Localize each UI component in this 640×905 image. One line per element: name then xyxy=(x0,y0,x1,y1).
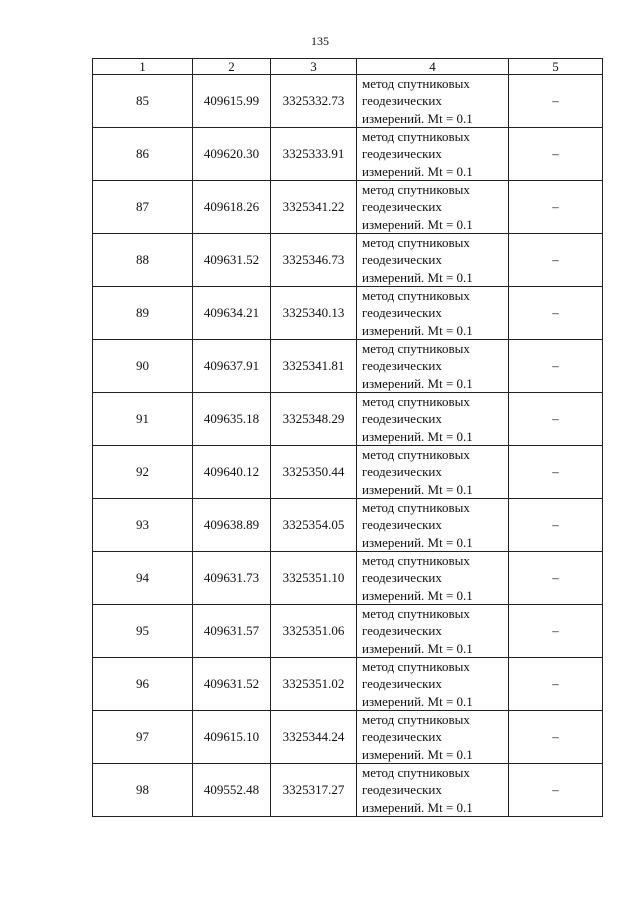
method-text-line: геодезических xyxy=(362,623,442,639)
table-row xyxy=(93,499,603,552)
method-text-line: измерений. Mt = 0.1 xyxy=(362,799,473,815)
x-coordinate-cell: 409631.52 xyxy=(193,234,271,287)
column-header-1: 1 xyxy=(93,59,193,75)
y-coordinate-cell: 3325341.81 xyxy=(271,340,357,393)
point-number-cell: 87 xyxy=(93,181,193,234)
x-coordinate-cell: 409631.57 xyxy=(193,605,271,658)
table-row xyxy=(93,605,603,658)
method-text-line: геодезических xyxy=(362,146,442,162)
y-coordinate-cell: 3325348.29 xyxy=(271,393,357,446)
method-text-line: геодезических xyxy=(362,570,442,586)
method-text-line: метод спутниковых xyxy=(362,606,470,622)
method-text-line: геодезических xyxy=(362,358,442,374)
x-coordinate-cell: 409618.26 xyxy=(193,181,271,234)
x-coordinate-cell: 409620.30 xyxy=(193,128,271,181)
note-cell: – xyxy=(509,764,603,817)
point-number-cell: 91 xyxy=(93,393,193,446)
method-text-line: геодезических xyxy=(362,782,442,798)
y-coordinate-cell: 3325351.10 xyxy=(271,552,357,605)
table-row xyxy=(93,128,603,181)
table-row xyxy=(93,393,603,446)
note-cell: – xyxy=(509,658,603,711)
note-cell: – xyxy=(509,128,603,181)
y-coordinate-cell: 3325351.06 xyxy=(271,605,357,658)
y-coordinate-cell: 3325346.73 xyxy=(271,234,357,287)
y-coordinate-cell: 3325350.44 xyxy=(271,446,357,499)
method-text-line: измерений. Mt = 0.1 xyxy=(362,640,473,656)
method-text-line: метод спутниковых xyxy=(362,712,470,728)
method-text-line: метод спутниковых xyxy=(362,235,470,251)
note-cell: – xyxy=(509,340,603,393)
method-cell xyxy=(357,605,509,658)
method-text-line: геодезических xyxy=(362,305,442,321)
note-cell: – xyxy=(509,393,603,446)
method-cell xyxy=(357,393,509,446)
column-header-4: 4 xyxy=(357,59,509,75)
note-cell: – xyxy=(509,499,603,552)
method-text-line: измерений. Mt = 0.1 xyxy=(362,428,473,444)
x-coordinate-cell: 409638.89 xyxy=(193,499,271,552)
method-text-line: геодезических xyxy=(362,199,442,215)
y-coordinate-cell: 3325317.27 xyxy=(271,764,357,817)
note-cell: – xyxy=(509,181,603,234)
table-row xyxy=(93,711,603,764)
table-row xyxy=(93,75,603,128)
method-text-line: метод спутниковых xyxy=(362,447,470,463)
table-body xyxy=(93,75,603,817)
method-text-line: геодезических xyxy=(362,517,442,533)
method-text-line: измерений. Mt = 0.1 xyxy=(362,110,473,126)
table-row xyxy=(93,764,603,817)
note-cell: – xyxy=(509,446,603,499)
method-text-line: измерений. Mt = 0.1 xyxy=(362,163,473,179)
method-cell xyxy=(357,128,509,181)
note-cell: – xyxy=(509,711,603,764)
table-header-row xyxy=(93,59,603,75)
method-text-line: метод спутниковых xyxy=(362,765,470,781)
y-coordinate-cell: 3325332.73 xyxy=(271,75,357,128)
method-cell xyxy=(357,658,509,711)
x-coordinate-cell: 409640.12 xyxy=(193,446,271,499)
method-text-line: геодезических xyxy=(362,93,442,109)
point-number-cell: 85 xyxy=(93,75,193,128)
note-cell: – xyxy=(509,234,603,287)
y-coordinate-cell: 3325354.05 xyxy=(271,499,357,552)
note-cell: – xyxy=(509,552,603,605)
y-coordinate-cell: 3325340.13 xyxy=(271,287,357,340)
table-row xyxy=(93,181,603,234)
point-number-cell: 92 xyxy=(93,446,193,499)
method-text-line: метод спутниковых xyxy=(362,129,470,145)
method-cell xyxy=(357,499,509,552)
point-number-cell: 90 xyxy=(93,340,193,393)
method-cell xyxy=(357,764,509,817)
method-text-line: метод спутниковых xyxy=(362,500,470,516)
table-row xyxy=(93,287,603,340)
x-coordinate-cell: 409637.91 xyxy=(193,340,271,393)
note-cell: – xyxy=(509,605,603,658)
x-coordinate-cell: 409635.18 xyxy=(193,393,271,446)
table-row xyxy=(93,340,603,393)
method-text-line: геодезических xyxy=(362,252,442,268)
column-header-5: 5 xyxy=(509,59,603,75)
method-text-line: метод спутниковых xyxy=(362,288,470,304)
table-row xyxy=(93,658,603,711)
method-cell xyxy=(357,181,509,234)
method-text-line: измерений. Mt = 0.1 xyxy=(362,693,473,709)
coordinates-table xyxy=(92,58,603,817)
method-text-line: геодезических xyxy=(362,411,442,427)
method-text-line: метод спутниковых xyxy=(362,659,470,675)
point-number-cell: 96 xyxy=(93,658,193,711)
method-text-line: измерений. Mt = 0.1 xyxy=(362,587,473,603)
table-row xyxy=(93,446,603,499)
column-header-3: 3 xyxy=(271,59,357,75)
method-text-line: метод спутниковых xyxy=(362,553,470,569)
method-text-line: измерений. Mt = 0.1 xyxy=(362,534,473,550)
y-coordinate-cell: 3325351.02 xyxy=(271,658,357,711)
method-text-line: метод спутниковых xyxy=(362,76,470,92)
note-cell: – xyxy=(509,287,603,340)
y-coordinate-cell: 3325341.22 xyxy=(271,181,357,234)
method-text-line: измерений. Mt = 0.1 xyxy=(362,322,473,338)
table-row xyxy=(93,552,603,605)
x-coordinate-cell: 409631.52 xyxy=(193,658,271,711)
method-text-line: измерений. Mt = 0.1 xyxy=(362,269,473,285)
x-coordinate-cell: 409615.99 xyxy=(193,75,271,128)
point-number-cell: 95 xyxy=(93,605,193,658)
point-number-cell: 86 xyxy=(93,128,193,181)
x-coordinate-cell: 409631.73 xyxy=(193,552,271,605)
method-text-line: измерений. Mt = 0.1 xyxy=(362,481,473,497)
method-cell xyxy=(357,552,509,605)
y-coordinate-cell: 3325333.91 xyxy=(271,128,357,181)
method-cell xyxy=(357,234,509,287)
method-cell xyxy=(357,340,509,393)
page-number: 135 xyxy=(311,34,329,48)
table-row xyxy=(93,234,603,287)
method-text-line: метод спутниковых xyxy=(362,394,470,410)
method-text-line: геодезических xyxy=(362,676,442,692)
point-number-cell: 94 xyxy=(93,552,193,605)
method-cell xyxy=(357,446,509,499)
method-text-line: метод спутниковых xyxy=(362,341,470,357)
method-cell xyxy=(357,711,509,764)
x-coordinate-cell: 409552.48 xyxy=(193,764,271,817)
method-text-line: метод спутниковых xyxy=(362,182,470,198)
note-cell: – xyxy=(509,75,603,128)
point-number-cell: 89 xyxy=(93,287,193,340)
method-text-line: измерений. Mt = 0.1 xyxy=(362,746,473,762)
method-text-line: измерений. Mt = 0.1 xyxy=(362,375,473,391)
point-number-cell: 97 xyxy=(93,711,193,764)
method-text-line: измерений. Mt = 0.1 xyxy=(362,216,473,232)
column-header-2: 2 xyxy=(193,59,271,75)
method-text-line: геодезических xyxy=(362,729,442,745)
method-text-line: геодезических xyxy=(362,464,442,480)
x-coordinate-cell: 409634.21 xyxy=(193,287,271,340)
method-cell xyxy=(357,75,509,128)
y-coordinate-cell: 3325344.24 xyxy=(271,711,357,764)
point-number-cell: 88 xyxy=(93,234,193,287)
point-number-cell: 98 xyxy=(93,764,193,817)
method-cell xyxy=(357,287,509,340)
x-coordinate-cell: 409615.10 xyxy=(193,711,271,764)
point-number-cell: 93 xyxy=(93,499,193,552)
